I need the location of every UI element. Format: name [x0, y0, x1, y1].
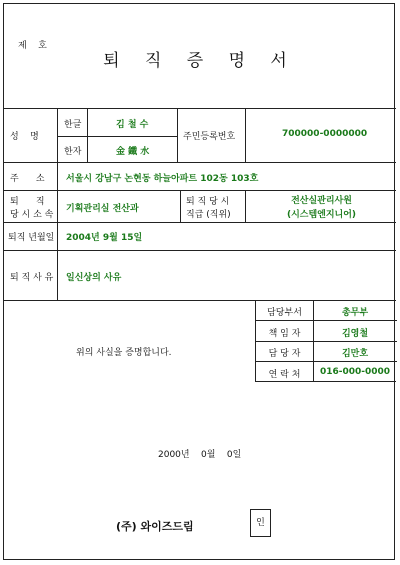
divider	[245, 190, 246, 222]
page-title: 퇴 직 증 명 서	[103, 51, 297, 71]
contact-value-phone: 016-000-0000	[319, 367, 391, 377]
retire-date-value: 2004년 9월 15일	[66, 233, 143, 243]
contact-value-department: 총무부	[341, 308, 369, 318]
divider	[57, 108, 58, 300]
contact-label-phone: 연 락 처	[268, 370, 301, 380]
divider	[4, 250, 396, 251]
certificate-frame	[3, 3, 395, 560]
resident-id-value: 700000-0000000	[282, 129, 368, 139]
address-label: 주 소	[10, 174, 45, 184]
divider	[245, 108, 246, 162]
document-number-label: 제 호	[18, 41, 47, 51]
retire-reason-label: 퇴 직 사 유	[10, 273, 54, 283]
seal-box: 인	[250, 509, 271, 537]
position-label-line2: 직급 (직위)	[186, 210, 231, 220]
resident-id-label: 주민등록번호	[183, 132, 236, 142]
divider	[4, 190, 396, 191]
divider	[256, 341, 397, 342]
company-name: (주) 와이즈드림	[116, 520, 194, 533]
issue-date: 2000년 0월 0일	[158, 450, 242, 460]
position-value-line2: (시스템엔지니어)	[286, 210, 357, 220]
contact-table	[255, 300, 396, 382]
divider	[256, 320, 397, 321]
korean-name-label: 한글	[64, 120, 82, 130]
divider	[4, 162, 396, 163]
hanja-name-value: 金 鐵 水	[116, 147, 150, 157]
divider	[4, 108, 396, 109]
divider	[256, 361, 397, 362]
hanja-name-label: 한자	[64, 147, 82, 157]
korean-name-value: 김 철 수	[116, 120, 149, 130]
address-value: 서울시 강남구 논현동 하늘아파트 102동 103호	[66, 174, 259, 184]
name-label: 성 명	[10, 132, 39, 142]
position-value-line1: 전산실관리사원	[291, 196, 352, 206]
contact-value-manager: 김영철	[341, 329, 369, 339]
affiliation-label-line1: 퇴 직	[10, 197, 45, 207]
contact-label-department: 담당부서	[267, 308, 302, 318]
affiliation-value: 기획관리실 전산과	[66, 204, 139, 214]
contact-label-staff: 담 당 자	[268, 349, 301, 359]
retire-date-label: 퇴직 년월일	[8, 233, 55, 243]
divider	[87, 108, 88, 162]
position-label-line1: 퇴 직 당 시	[186, 197, 230, 207]
affiliation-label-line2: 당 시 소 속	[10, 210, 54, 220]
divider	[177, 108, 178, 162]
retire-reason-value: 일신상의 사유	[66, 273, 122, 283]
divider	[57, 136, 177, 137]
divider	[180, 190, 181, 222]
contact-label-manager: 책 임 자	[268, 329, 301, 339]
contact-value-staff: 김만호	[341, 349, 369, 359]
certify-statement: 위의 사실을 증명합니다.	[76, 348, 172, 358]
divider	[4, 222, 396, 223]
